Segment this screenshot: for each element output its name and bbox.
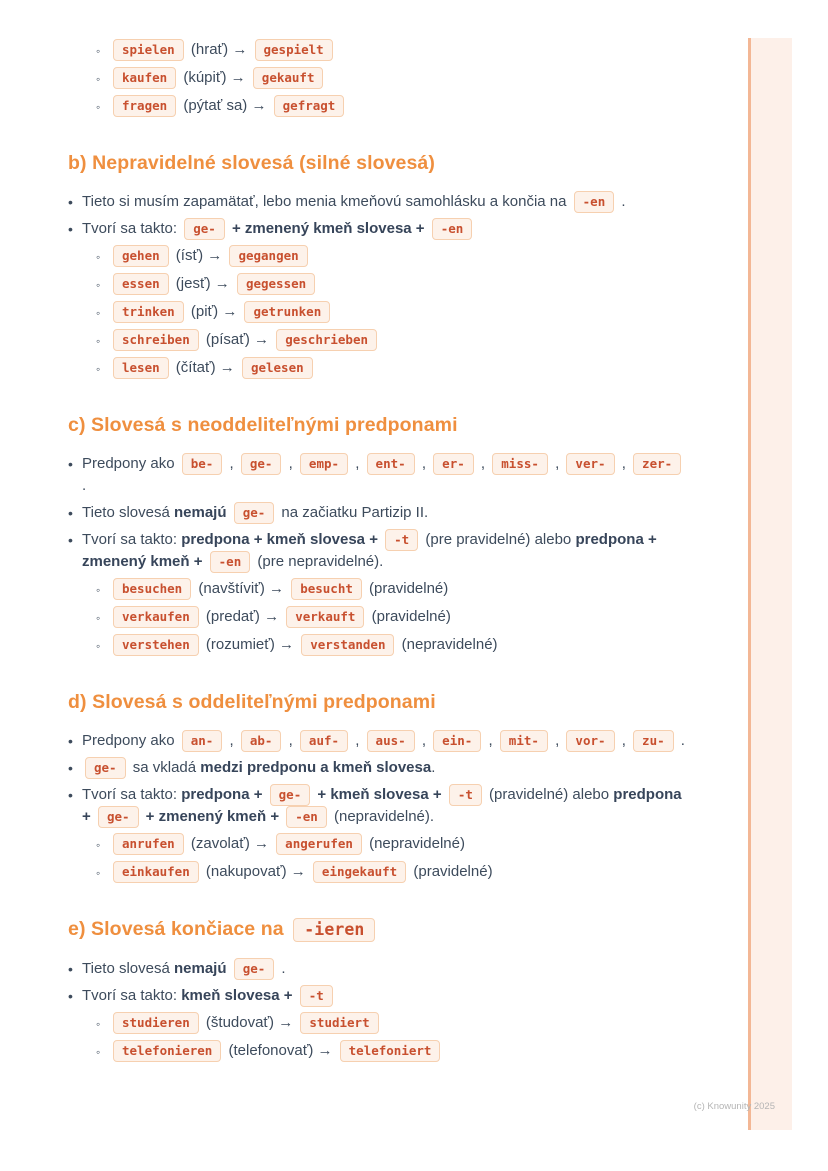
text-run	[246, 69, 250, 86]
bullet-marker-icon: •	[68, 194, 73, 210]
sub-bullet-item	[96, 1040, 710, 1063]
code-chip: studieren	[113, 1012, 199, 1034]
code-chip: -en	[432, 218, 473, 240]
code-chip: spielen	[113, 39, 184, 61]
text-run: ,	[284, 455, 297, 472]
arrow-icon: →	[214, 275, 230, 292]
bullet-text	[110, 578, 448, 600]
bullet-text	[82, 191, 626, 213]
bold-text: + zmenený kmeň +	[141, 808, 284, 825]
sub-bullet-item	[96, 606, 710, 629]
text-run: Predpony ako	[82, 732, 179, 749]
text-run	[266, 97, 270, 114]
bullet-item	[68, 453, 710, 497]
sub-bullet-item	[96, 67, 710, 90]
text-run: (zavolať)	[186, 835, 254, 852]
bullet-marker-icon: •	[68, 221, 73, 237]
code-chip: -t	[300, 985, 333, 1007]
text-run	[247, 41, 251, 58]
text-run: (predať)	[201, 608, 265, 625]
code-chip: essen	[113, 273, 169, 295]
code-chip: fragen	[113, 95, 176, 117]
code-chip: verstanden	[301, 634, 394, 656]
text-run: ,	[550, 732, 564, 749]
bullet-marker-icon: ◦	[96, 639, 101, 653]
arrow-icon: →	[269, 580, 285, 597]
bullet-marker-icon: ◦	[96, 838, 101, 852]
bullet-text	[110, 861, 493, 883]
code-chip: ge-	[234, 958, 275, 980]
code-chip: besucht	[291, 578, 362, 600]
arrow-icon: →	[279, 636, 295, 653]
bullet-marker-icon: ◦	[96, 583, 101, 597]
code-chip: -en	[286, 806, 327, 828]
sub-bullet-item	[96, 357, 710, 380]
text-run: (nepravidelné)	[364, 835, 465, 852]
bullet-item	[68, 757, 710, 779]
text-run	[284, 580, 288, 597]
bullet-item	[68, 218, 710, 240]
code-chip: an-	[182, 730, 223, 752]
text-run	[227, 960, 231, 977]
text-run: Tvorí sa takto:	[82, 531, 182, 548]
code-chip: zer-	[633, 453, 681, 475]
sub-bullet-item	[96, 329, 710, 352]
bold-text: kmeň slovesa +	[181, 987, 297, 1004]
bullet-text	[110, 634, 498, 656]
bullet-item	[68, 730, 710, 752]
code-chip: ge-	[270, 784, 311, 806]
bullet-marker-icon: •	[68, 988, 73, 1004]
code-chip: -t	[385, 529, 418, 551]
sub-bullet-item	[96, 301, 710, 324]
bold-text: predpona + kmeň slovesa +	[181, 531, 383, 548]
text-run: (nakupovať)	[201, 863, 291, 880]
text-run: na začiatku Partizip II.	[277, 504, 429, 521]
bullet-text	[82, 784, 690, 828]
bold-text: medzi predponu a kmeň slovesa	[200, 759, 432, 776]
bullet-marker-icon: •	[68, 961, 73, 977]
bullet-marker-icon: •	[68, 456, 73, 472]
section-list	[68, 39, 710, 118]
arrow-icon: →	[264, 608, 280, 625]
bullet-marker-icon: •	[68, 787, 73, 803]
text-run: (navštíviť)	[194, 580, 270, 597]
code-chip: -en	[574, 191, 615, 213]
arrow-icon: →	[317, 1042, 333, 1059]
arrow-icon: →	[251, 97, 267, 114]
text-run: c) Slovesá s neoddeliteľnými predponami	[68, 414, 458, 436]
text-run: Tvorí sa takto:	[82, 786, 182, 803]
bullet-marker-icon: •	[68, 733, 73, 749]
code-chip: vor-	[566, 730, 614, 752]
bullet-item	[68, 985, 710, 1007]
text-run: ,	[476, 455, 490, 472]
code-chip: gespielt	[255, 39, 333, 61]
bold-text: nemajú	[174, 504, 227, 521]
text-run	[227, 504, 231, 521]
section-heading	[68, 918, 710, 942]
text-run: d) Slovesá s oddeliteľnými predponami	[68, 691, 436, 713]
copyright-watermark: (c) Knowunity 2025	[693, 1101, 775, 1112]
bold-text: predpona +	[82, 786, 682, 825]
code-chip: telefonieren	[113, 1040, 221, 1062]
bold-text: predpona + zmenený kmeň +	[82, 531, 657, 570]
bold-text: predpona +	[181, 786, 267, 803]
code-chip: ge-	[234, 502, 275, 524]
text-run: Tieto si musím zapamätať, lebo menia kmeňovú samohlásku a končia na	[82, 193, 571, 210]
text-run: (pravidelné) alebo	[484, 786, 614, 803]
bullet-text	[82, 502, 428, 524]
bullet-item	[68, 502, 710, 524]
text-run	[237, 303, 241, 320]
sub-bullet-item	[96, 578, 710, 601]
bullet-marker-icon: ◦	[96, 72, 101, 86]
bullet-text	[110, 329, 380, 351]
bullet-text	[110, 606, 451, 628]
code-chip: ab-	[241, 730, 282, 752]
code-chip: mit-	[500, 730, 548, 752]
text-run: (ísť)	[171, 247, 208, 264]
text-run: (pre pravidelné) alebo	[421, 531, 576, 548]
text-run: (písať)	[201, 331, 255, 348]
section-heading	[68, 152, 710, 175]
text-run: ,	[617, 732, 631, 749]
code-chip: geschrieben	[276, 329, 377, 351]
bullet-item	[68, 529, 710, 573]
code-chip: trinken	[113, 301, 184, 323]
code-chip: verkaufen	[113, 606, 199, 628]
section-list	[68, 958, 710, 1063]
text-run: (piť)	[186, 303, 223, 320]
text-run: .	[676, 732, 685, 749]
code-chip: zu-	[633, 730, 674, 752]
text-run	[230, 275, 234, 292]
text-run: (telefonovať)	[224, 1042, 318, 1059]
text-run: ,	[417, 732, 431, 749]
section-list	[68, 730, 710, 884]
text-run: .	[617, 193, 626, 210]
code-chip: telefoniert	[340, 1040, 441, 1062]
text-run: ,	[484, 732, 497, 749]
code-chip: eingekauft	[313, 861, 406, 883]
text-run: (kúpiť)	[179, 69, 231, 86]
text-run: ,	[617, 455, 631, 472]
code-chip: gegessen	[237, 273, 315, 295]
bullet-text	[110, 95, 347, 117]
bullet-item	[68, 191, 710, 213]
text-run	[293, 1014, 297, 1031]
code-chip: gefragt	[274, 95, 345, 117]
bullet-text	[110, 39, 336, 61]
text-run: (jesť)	[171, 275, 215, 292]
bullet-text	[82, 529, 690, 573]
bullet-marker-icon: ◦	[96, 250, 101, 264]
bullet-marker-icon: ◦	[96, 611, 101, 625]
bold-text: + kmeň slovesa +	[313, 786, 446, 803]
code-chip: lesen	[113, 357, 169, 379]
sub-bullet-item	[96, 861, 710, 884]
code-chip: studiert	[300, 1012, 378, 1034]
code-chip: ge-	[85, 757, 126, 779]
bullet-marker-icon: ◦	[96, 1045, 101, 1059]
arrow-icon: →	[254, 331, 270, 348]
arrow-icon: →	[232, 41, 248, 58]
text-run	[269, 835, 273, 852]
code-chip: aus-	[367, 730, 415, 752]
bullet-text	[110, 245, 311, 267]
bullet-text	[110, 833, 465, 855]
bullet-text	[110, 273, 318, 295]
text-run	[222, 247, 226, 264]
sub-bullet-item	[96, 273, 710, 296]
text-run: Tvorí sa takto:	[82, 220, 182, 237]
text-run: Predpony ako	[82, 455, 179, 472]
arrow-icon: →	[254, 835, 269, 852]
code-chip: gelesen	[242, 357, 313, 379]
text-run: ,	[351, 455, 364, 472]
code-chip: ge-	[241, 453, 282, 475]
section-heading	[68, 691, 710, 714]
bullet-marker-icon: ◦	[96, 362, 101, 376]
text-run: .	[277, 960, 286, 977]
bullet-marker-icon: ◦	[96, 44, 101, 58]
code-chip: gegangen	[229, 245, 307, 267]
code-chip: schreiben	[113, 329, 199, 351]
code-chip: auf-	[300, 730, 348, 752]
bullet-text	[82, 218, 475, 240]
text-run: (pýtať sa)	[179, 97, 252, 114]
code-chip: gekauft	[253, 67, 324, 89]
code-chip: verstehen	[113, 634, 199, 656]
bullet-marker-icon: ◦	[96, 100, 101, 114]
bullet-text	[110, 67, 326, 89]
text-run: (pravidelné)	[367, 608, 451, 625]
sub-bullet-item	[96, 95, 710, 118]
code-chip: angerufen	[276, 833, 362, 855]
text-run: (študovať)	[201, 1014, 279, 1031]
bullet-item	[68, 958, 710, 980]
bullet-text	[110, 357, 316, 379]
bullet-item	[68, 784, 710, 828]
code-chip: anrufen	[113, 833, 184, 855]
bullet-text	[82, 730, 685, 752]
code-chip: er-	[433, 453, 474, 475]
text-run: ,	[225, 732, 238, 749]
text-run: (pre nepravidelné).	[253, 553, 384, 570]
bullet-marker-icon: ◦	[96, 1017, 101, 1031]
text-run: e) Slovesá končiace na	[68, 918, 290, 940]
bullet-text	[110, 1012, 382, 1034]
text-run: Tieto slovesá	[82, 504, 174, 521]
code-chip: miss-	[492, 453, 548, 475]
code-chip: emp-	[300, 453, 348, 475]
sub-bullet-item	[96, 634, 710, 657]
code-chip: ent-	[367, 453, 415, 475]
arrow-icon: →	[230, 69, 246, 86]
bold-text: + zmenený kmeň slovesa +	[227, 220, 429, 237]
text-run: sa vkladá	[128, 759, 201, 776]
bullet-text	[82, 958, 286, 980]
code-chip: -ieren	[293, 918, 375, 942]
arrow-icon: →	[207, 247, 223, 264]
arrow-icon: →	[278, 1014, 294, 1031]
sub-bullet-item	[96, 39, 710, 62]
text-run: b) Nepravidelné slovesá (silné slovesá)	[68, 152, 435, 174]
text-run: (hrať)	[186, 41, 233, 58]
bullet-text	[110, 1040, 443, 1062]
text-run: (nepravidelné)	[397, 636, 498, 653]
text-run: (čítať)	[171, 359, 220, 376]
bullet-text	[82, 757, 435, 779]
text-run: ,	[417, 455, 431, 472]
text-run: ,	[550, 455, 564, 472]
code-chip: ver-	[566, 453, 614, 475]
code-chip: kaufen	[113, 67, 176, 89]
code-chip: ge-	[98, 806, 139, 828]
arrow-icon: →	[222, 303, 238, 320]
code-chip: getrunken	[244, 301, 330, 323]
bullet-marker-icon: ◦	[96, 306, 101, 320]
arrow-icon: →	[219, 359, 235, 376]
section-list	[68, 453, 710, 657]
text-run: (pravidelné)	[409, 863, 493, 880]
text-run: Tvorí sa takto:	[82, 987, 182, 1004]
bullet-marker-icon: ◦	[96, 334, 101, 348]
text-run	[279, 608, 283, 625]
bullet-marker-icon: •	[68, 505, 73, 521]
text-run	[235, 359, 239, 376]
text-run: ,	[284, 732, 297, 749]
text-run: ,	[351, 732, 364, 749]
text-run: (rozumieť)	[201, 636, 280, 653]
code-chip: besuchen	[113, 578, 191, 600]
text-run: .	[431, 759, 436, 776]
sub-bullet-item	[96, 1012, 710, 1035]
text-run: ,	[225, 455, 238, 472]
text-run: (nepravidelné).	[329, 808, 435, 825]
sub-bullet-item	[96, 833, 710, 856]
bullet-marker-icon: •	[68, 532, 73, 548]
bullet-marker-icon: •	[68, 760, 73, 776]
text-run: (pravidelné)	[364, 580, 449, 597]
text-run	[294, 636, 298, 653]
sub-bullet-item	[96, 245, 710, 268]
section-list	[68, 191, 710, 380]
section-heading	[68, 414, 710, 437]
text-run	[269, 331, 273, 348]
code-chip: gehen	[113, 245, 169, 267]
bullet-marker-icon: ◦	[96, 278, 101, 292]
text-run: Tieto slovesá	[82, 960, 174, 977]
code-chip: -en	[210, 551, 251, 573]
code-chip: be-	[182, 453, 223, 475]
code-chip: -t	[449, 784, 482, 806]
code-chip: ein-	[433, 730, 481, 752]
code-chip: einkaufen	[113, 861, 199, 883]
arrow-icon: →	[290, 863, 306, 880]
bullet-marker-icon: ◦	[96, 866, 101, 880]
bullet-text	[110, 301, 333, 323]
code-chip: verkauft	[286, 606, 364, 628]
bold-text: nemajú	[174, 960, 227, 977]
bullet-text	[82, 985, 336, 1007]
bullet-text	[82, 453, 690, 497]
text-run	[306, 863, 310, 880]
text-run: .	[82, 477, 87, 494]
text-run	[332, 1042, 336, 1059]
code-chip: ge-	[184, 218, 225, 240]
